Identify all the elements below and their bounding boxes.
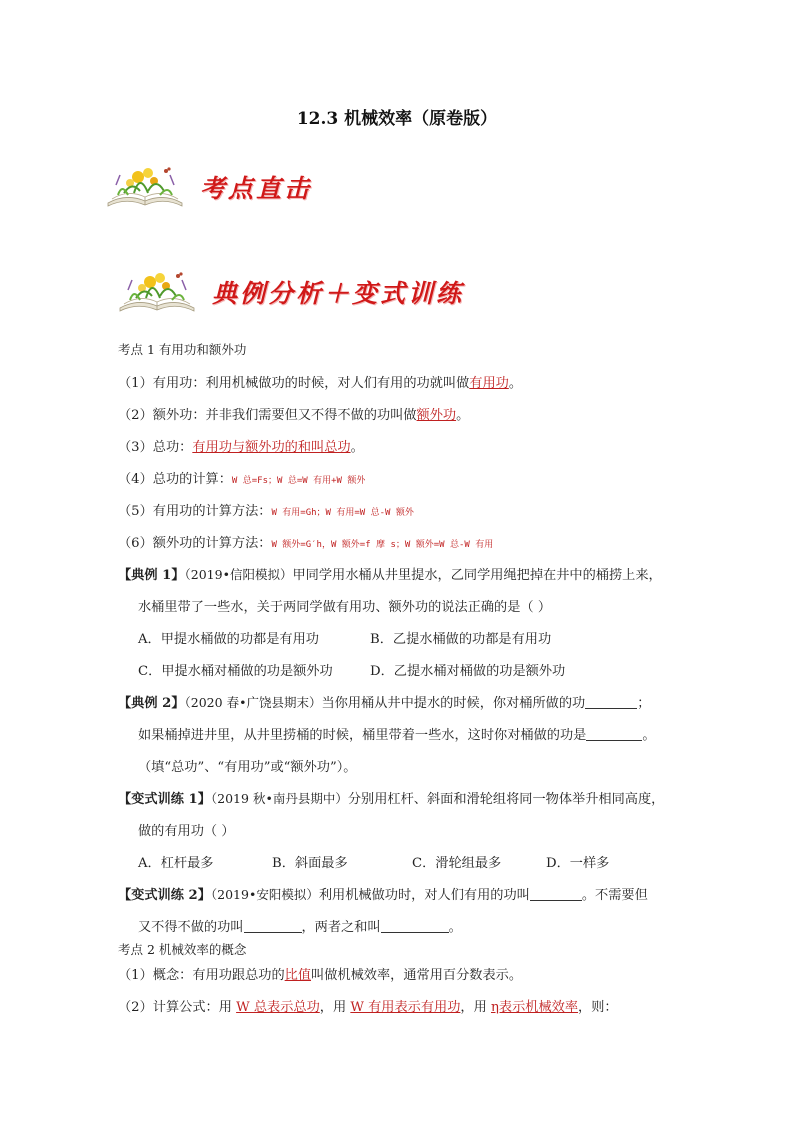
kp2-line-2: （2）计算公式：用 W 总表示总功，用 W 有用表示有用功，用 η表示机械效率，则： — [118, 1000, 618, 1015]
banner-title: 考点直击 — [200, 174, 313, 203]
training-1-option-a: A．杠杆最多 — [138, 856, 214, 871]
kp1-line-4: （4）总功的计算：W 总=Fs；W 总=W 有用+W 额外 — [118, 472, 366, 487]
book-flowers-icon — [104, 163, 186, 207]
training-2-question-cont: 又不得不做的功叫 ，两者之和叫 。 — [138, 920, 462, 935]
answer-blank — [586, 727, 642, 741]
answer-blank — [381, 919, 449, 933]
kp1-line-6: （6）额外功的计算方法：W 额外=G′h，W 额外=f 摩 s；W 额外=W 总-W 有用 — [118, 536, 494, 551]
training-1-option-d: D．一样多 — [546, 856, 610, 871]
kp1-line-3: （3）总功：有用功与额外功的和叫总功。 — [118, 440, 364, 455]
kp1-line-5: （5）有用功的计算方法：W 有用=Gh；W 有用=W 总-W 额外 — [118, 504, 414, 519]
kp1-line-2: （2）额外功：并非我们需要但又不得不做的功叫做额外功。 — [118, 408, 470, 423]
kp2-heading: 考点 2 机械效率的概念 — [118, 942, 247, 957]
section-banner-dianli — [116, 268, 464, 312]
formula-total-work: W 总=Fs；W 总=W 有用+W 额外 — [231, 476, 366, 486]
answer-blank — [530, 887, 582, 901]
formula-useful-work: W 有用=Gh；W 有用=W 总-W 额外 — [271, 508, 414, 518]
page-title: 12.3 机械效率（原卷版） — [296, 109, 498, 129]
kp2-line-1: （1）概念：有用功跟总功的比值叫做机械效率，通常用百分数表示。 — [118, 968, 523, 983]
example-2-question: 【典例 2】（2020 春•广饶县期末）当你用桶从井中提水的时候，你对桶所做的功 ； — [118, 695, 651, 711]
answer-blank — [244, 919, 302, 933]
training-1-question: 【变式训练 1】（2019 秋•南丹县期中）分别用杠杆、斜面和滑轮组将同一物体举升相同高度， — [118, 791, 665, 807]
example-1-question: 【典例 1】（2019•信阳模拟）甲同学用水桶从井里提水，乙同学用绳把掉在井中的桶捞上来， — [118, 567, 662, 583]
example-1-option-a: A．甲提水桶做的功都是有用功 — [138, 632, 319, 647]
section-banner-kaodian — [104, 163, 312, 207]
example-1-option-b: B．乙提水桶做的功都是有用功 — [370, 632, 552, 647]
answer-blank — [585, 695, 637, 709]
training-1-option-c: C．滑轮组最多 — [412, 856, 502, 871]
training-2-question: 【变式训练 2】（2019•安阳模拟）利用机械做功时，对人们有用的功叫 。不需要但 — [118, 887, 648, 903]
banner-title: 典例分析＋变式训练 — [212, 279, 465, 308]
example-1-question-cont: 水桶里带了一些水，关于两同学做有用功、额外功的说法正确的是（ ） — [138, 600, 552, 615]
formula-extra-work: W 额外=G′h，W 额外=f 摩 s；W 额外=W 总-W 有用 — [271, 540, 494, 550]
training-1-option-b: B．斜面最多 — [272, 856, 348, 871]
example-2-hint: （填“总功”、“有用功”或“额外功”）。 — [138, 760, 357, 775]
kp1-heading: 考点 1 有用功和额外功 — [118, 342, 247, 357]
kp1-line-1: （1）有用功：利用机械做功的时候，对人们有用的功就叫做有用功。 — [118, 376, 523, 391]
training-1-question-cont: 做的有用功（ ） — [138, 824, 235, 839]
example-1-option-d: D．乙提水桶对桶做的功是额外功 — [370, 664, 566, 679]
example-2-question-cont: 如果桶掉进井里，从井里捞桶的时候，桶里带着一些水，这时你对桶做的功是 。 — [138, 728, 656, 743]
example-1-option-c: C．甲提水桶对桶做的功是额外功 — [138, 664, 333, 679]
book-flowers-icon — [116, 268, 198, 312]
